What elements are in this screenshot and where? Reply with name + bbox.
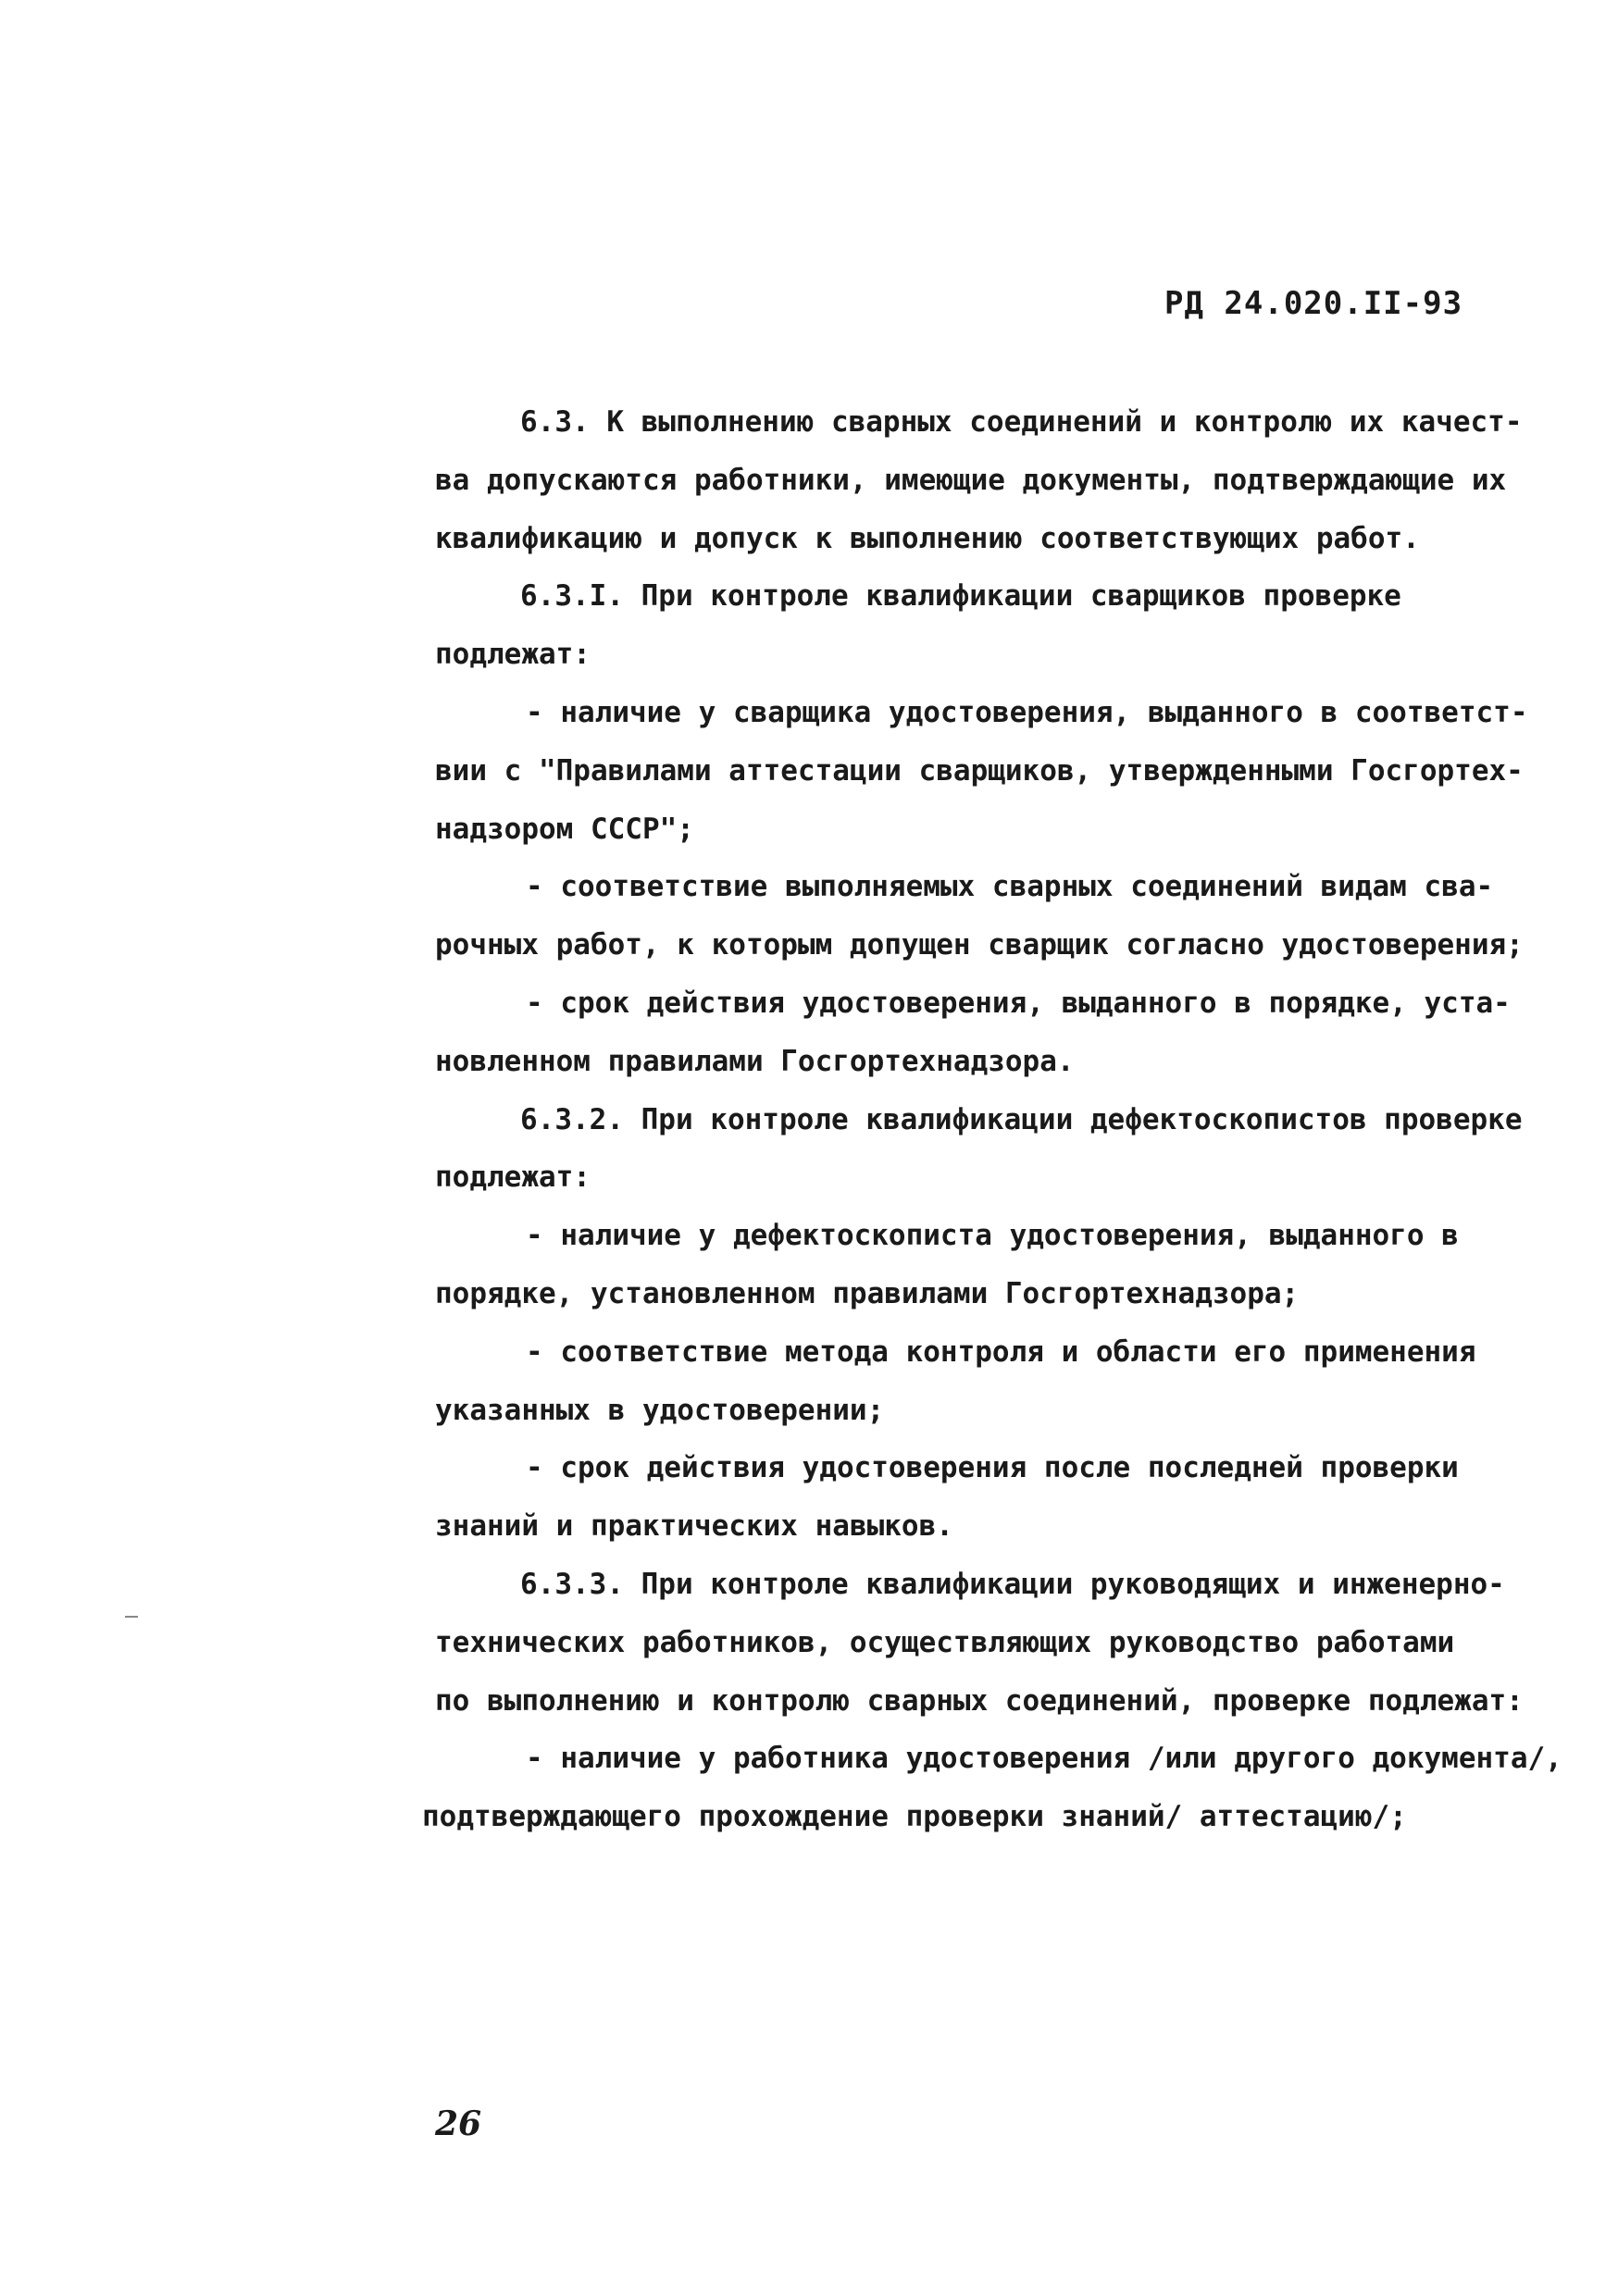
body-text <box>422 393 1564 1846</box>
text-line: новленном правилами Госгортехнадзора. <box>435 1044 1075 1078</box>
text-line: порядке, установленном правилами Госгортехнадзора; <box>435 1276 1300 1310</box>
text-line: 6.3.I. При контроле квалификации сварщиков проверке <box>520 579 1401 614</box>
text-line: - соответствие выполняемых сварных соединений видам сва- <box>526 870 1494 904</box>
text-line: надзором СССР"; <box>435 812 694 846</box>
text-line: знаний и практических навыков. <box>435 1509 953 1544</box>
text-line: 6.3.2. При контроле квалификации дефектоскопистов проверке <box>520 1102 1523 1136</box>
text-line: - срок действия удостоверения, выданного в порядке, уста- <box>526 986 1511 1020</box>
text-line: ва допускаются работники, имеющие документы, подтверждающие их <box>435 463 1507 497</box>
margin-mark <box>125 1616 138 1618</box>
text-line: 6.3.3. При контроле квалификации руководящих и инженерно- <box>520 1567 1505 1601</box>
text-line: - соответствие метода контроля и области его применения <box>526 1334 1476 1369</box>
text-line: по выполнению и контролю сварных соединений, проверке подлежат: <box>435 1683 1524 1718</box>
text-line: подлежат: <box>435 1160 591 1195</box>
text-line: - срок действия удостоверения после последней проверки <box>526 1451 1459 1485</box>
text-line: вии с "Правилами аттестации сварщиков, утвержденными Госгортех- <box>435 753 1524 788</box>
text-line: указанных в удостоверении; <box>435 1393 885 1427</box>
text-line: рочных работ, к которым допущен сварщик согласно удостоверения; <box>435 928 1524 962</box>
text-line: - наличие у сварщика удостоверения, выданного в соответст- <box>526 695 1528 729</box>
text-line: технических работников, осуществляющих руководство работами <box>435 1625 1455 1659</box>
text-line: 6.3. К выполнению сварных соединений и контролю их качест- <box>520 405 1523 439</box>
text-line: - наличие у дефектоскописта удостоверения, выданного в <box>526 1219 1459 1253</box>
text-line: квалификацию и допуск к выполнению соответствующих работ. <box>435 521 1420 555</box>
document-code: РД 24.020.II-93 <box>1164 285 1463 322</box>
page-number: 26 <box>435 2104 482 2143</box>
text-line: - наличие у работника удостоверения /или другого документа/, <box>526 1742 1562 1776</box>
text-line: подтверждающего прохождение проверки знаний/ аттестацию/; <box>422 1800 1407 1834</box>
text-line: подлежат: <box>435 638 591 672</box>
